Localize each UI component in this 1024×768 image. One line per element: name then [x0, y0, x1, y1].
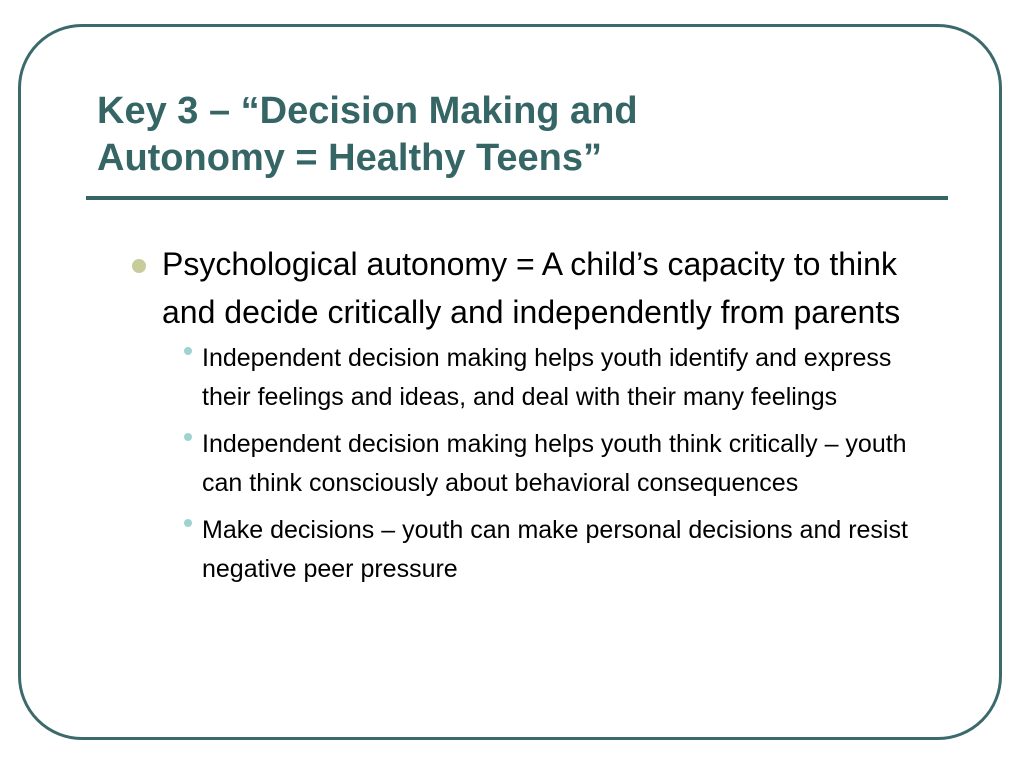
bullet-dot-icon	[132, 259, 146, 273]
sub-bullet-item	[172, 425, 932, 503]
title-line-1: Key 3 – “Decision Making and	[97, 90, 638, 132]
title-line-2: Autonomy = Healthy Teens”	[97, 137, 603, 179]
sub-bullet-list	[132, 339, 932, 589]
sub-bullet-item	[172, 511, 932, 589]
sub-bullet-dot-icon	[184, 347, 192, 355]
slide-title	[97, 88, 937, 182]
sub-bullet-dot-icon	[184, 433, 192, 441]
sub-bullet-dot-icon	[184, 519, 192, 527]
sub-bullet-text: Make decisions – youth can make personal decisions and resist negative peer pressure	[202, 516, 908, 583]
sub-bullet-text: Independent decision making helps youth identify and express their feelings and ideas, and deal with their many feelings	[202, 344, 892, 411]
sub-bullet-item	[172, 339, 932, 417]
sub-bullet-text: Independent decision making helps youth think critically – youth can think consciously about behavioral consequences	[202, 430, 907, 497]
bullet-text: Psychological autonomy = A child’s capacity to think and decide critically and independently from parents	[162, 246, 901, 330]
slide-body	[132, 240, 932, 597]
title-divider	[86, 196, 948, 200]
bullet-item	[132, 240, 932, 336]
